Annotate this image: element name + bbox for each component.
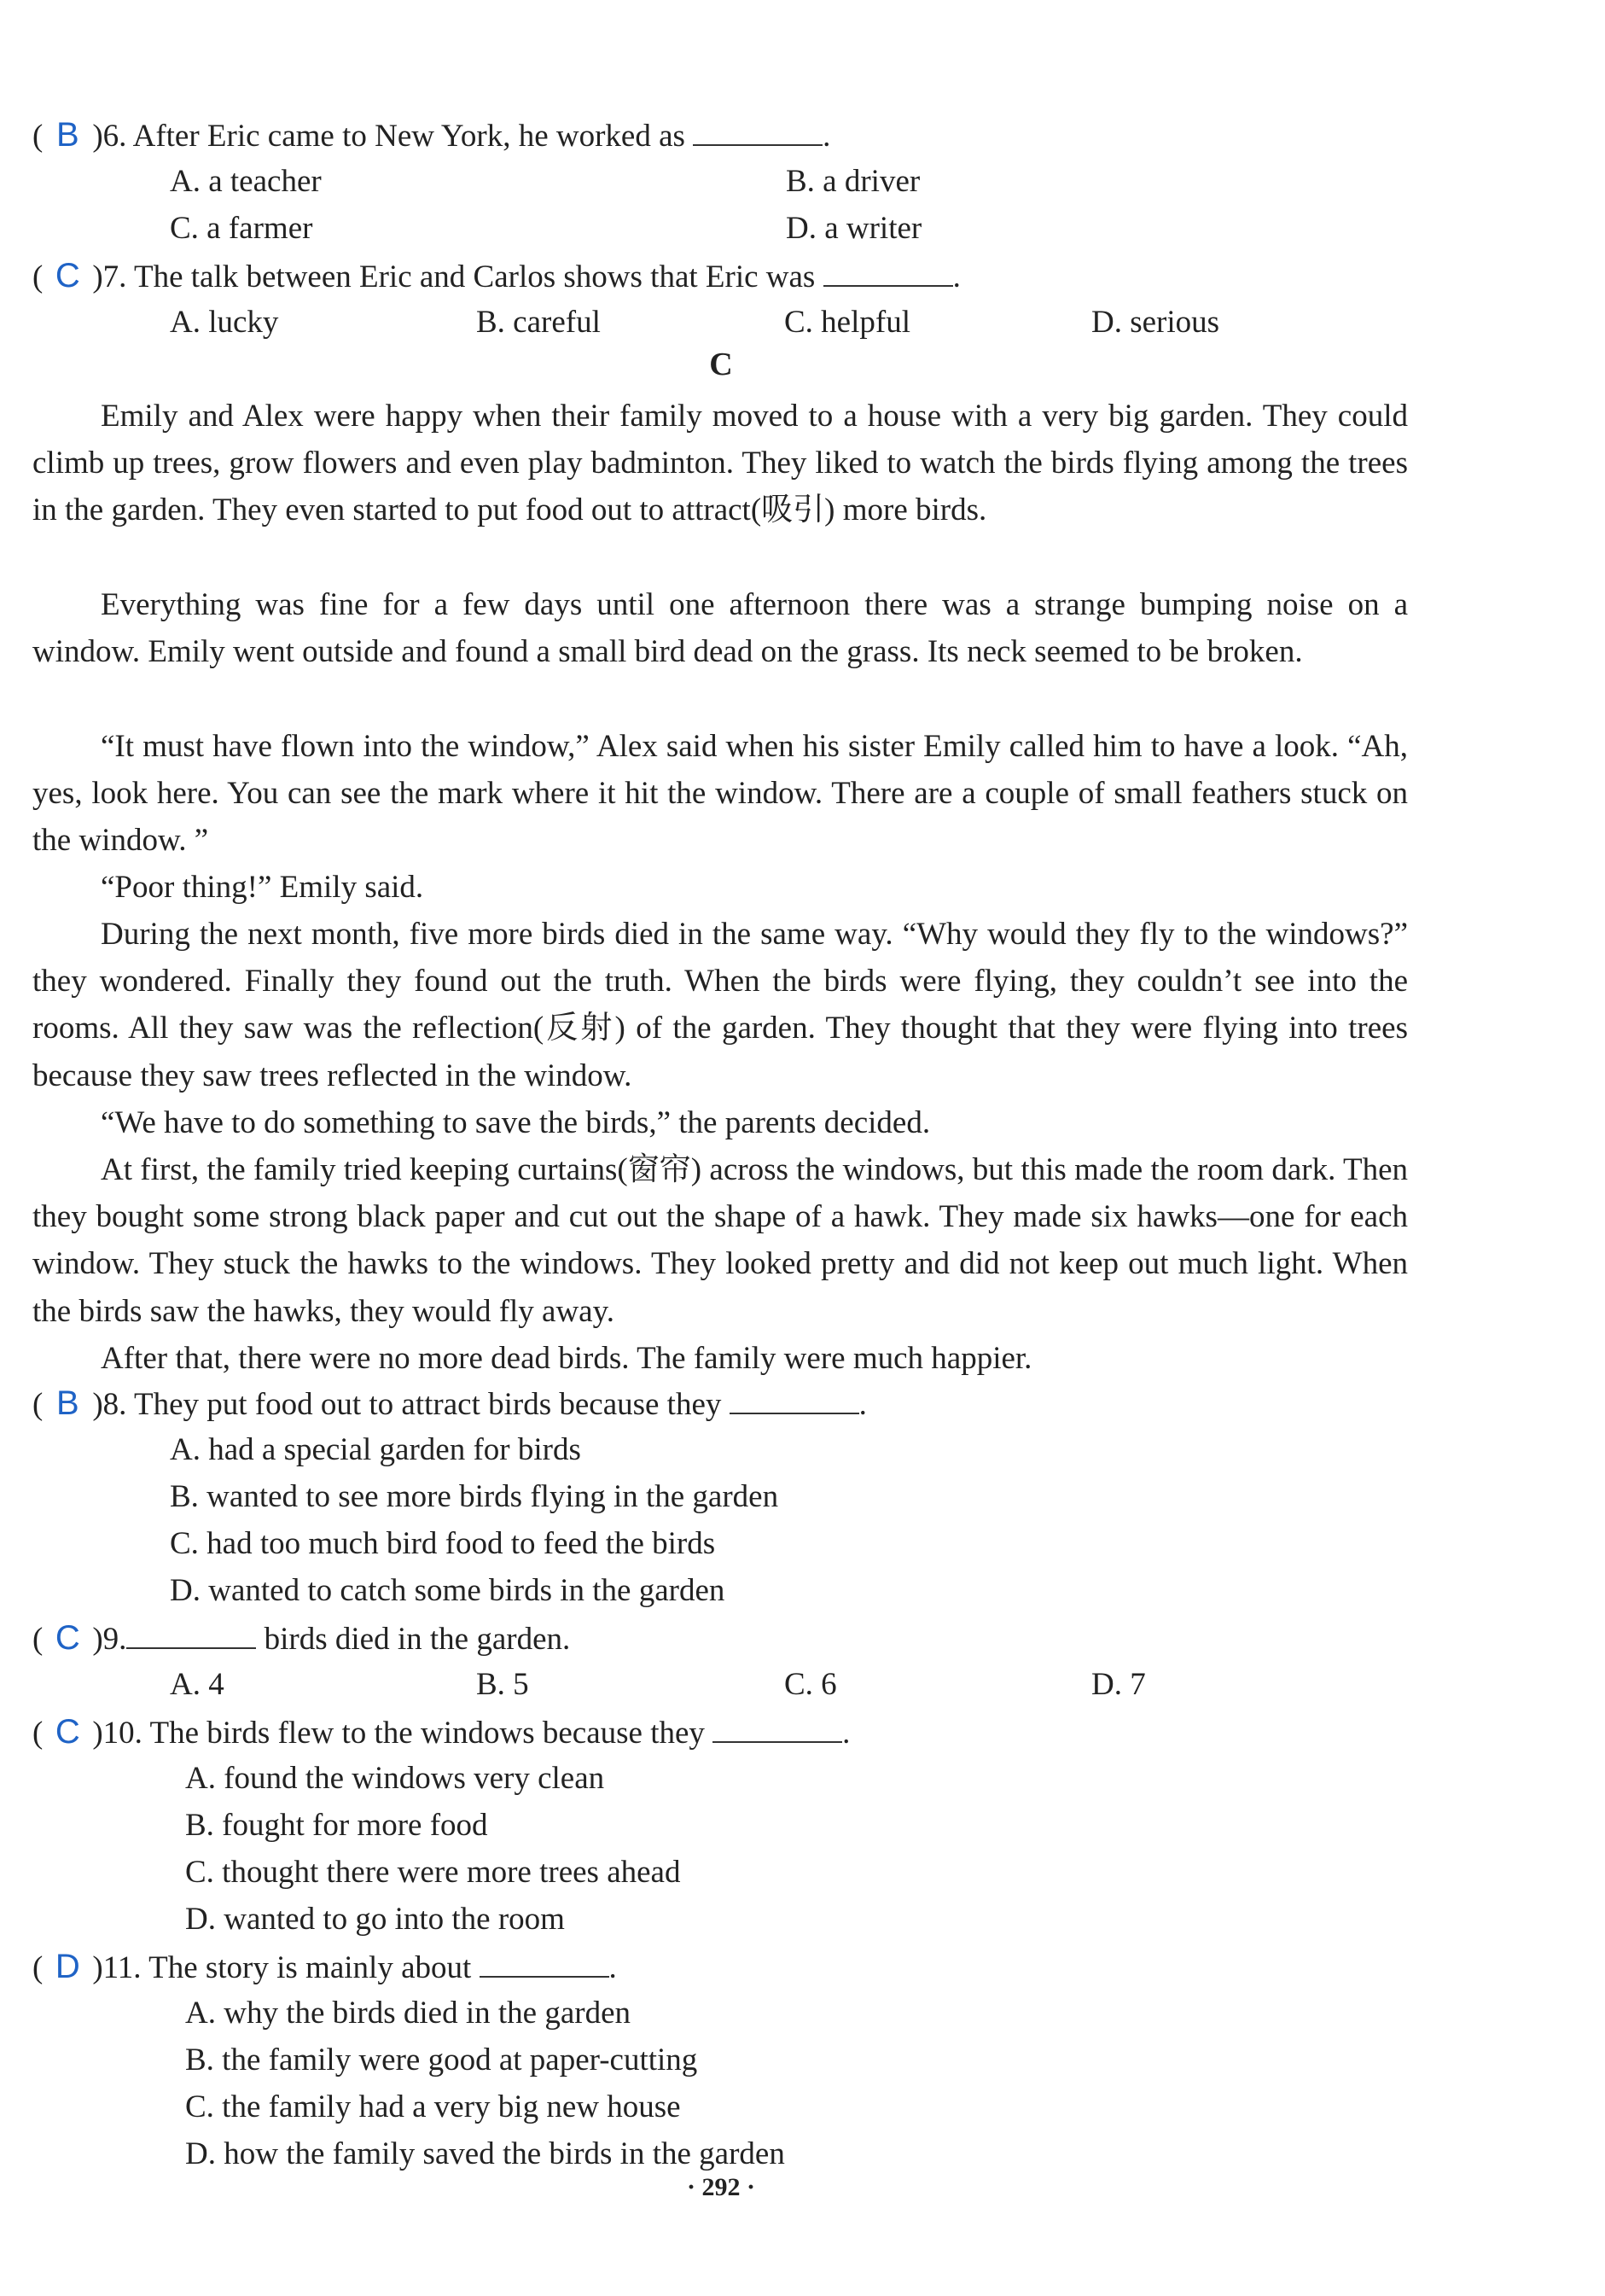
option: D. a writer — [786, 211, 922, 246]
question-9: ( C )9. birds died in the garden. — [32, 1617, 570, 1661]
question-9-stem: birds died in the garden. — [264, 1622, 571, 1657]
option: C. helpful — [784, 305, 910, 340]
passage-paragraph: “It must have flown into the window,” Alex said when his sister Emily called him to have a look. “Ah, yes, look here. You can see the mark where it hit the window. There are a couple of small feathers stuck on the window. ” — [32, 729, 1408, 859]
option: A. a teacher — [170, 164, 322, 199]
option: C. a farmer — [170, 211, 313, 246]
answer-9: C — [55, 1619, 80, 1657]
question-8: ( B )8. They put food out to attract birds because they . — [32, 1382, 867, 1426]
passage-paragraph: Everything was fine for a few days until one afternoon there was a strange bumping noise on a window. Emily went outside and found a small bird dead on the grass. Its neck seemed to be broken. — [32, 587, 1408, 670]
option: A. had a special garden for birds — [170, 1432, 581, 1467]
answer-8: B — [55, 1384, 79, 1422]
option: C. had too much bird food to feed the birds — [170, 1526, 716, 1561]
answer-blank — [693, 115, 823, 146]
option: B. careful — [476, 305, 601, 340]
question-8-stem: )8. They put food out to attract birds because they — [92, 1387, 722, 1422]
passage-paragraph: “We have to do something to save the birds,” the parents decided. — [101, 1105, 931, 1140]
answer-blank — [823, 256, 953, 287]
option: B. a driver — [786, 164, 921, 199]
answer-6: B — [55, 116, 79, 154]
passage-paragraph: During the next month, five more birds died in the same way. “Why would they fly to the windows?” they wondered. Finally they found out the truth. When the birds were flying, they couldn’t see into the rooms. All they saw was the reflection(反射) of the garden. They thought that they were flying into trees because they saw trees reflected in the window. — [32, 917, 1408, 1093]
option: B. wanted to see more birds flying in the garden — [170, 1479, 779, 1514]
option: D. serious — [1091, 305, 1220, 340]
option: A. lucky — [170, 305, 279, 340]
question-11-stem: )11. The story is mainly about — [92, 1950, 472, 1985]
section-heading: C — [709, 347, 733, 382]
answer-11: D — [55, 1948, 80, 1985]
page-number: · 292 · — [686, 2173, 755, 2201]
question-10: ( C )10. The birds flew to the windows because they . — [32, 1710, 850, 1755]
answer-blank — [480, 1947, 609, 1978]
question-6: ( B )6. After Eric came to New York, he worked as . — [32, 114, 830, 158]
answer-blank — [712, 1712, 842, 1743]
question-7: ( C )7. The talk between Eric and Carlos shows that Eric was . — [32, 254, 961, 299]
passage-paragraph: Emily and Alex were happy when their family moved to a house with a very big garden. They could climb up trees, grow flowers and even play badminton. They liked to watch the birds flying among the trees in the garden. They even started to put food out to attract(吸引) more birds. — [32, 399, 1408, 528]
option: B. 5 — [476, 1667, 529, 1702]
question-11: ( D )11. The story is mainly about . — [32, 1945, 617, 1990]
question-10-stem: )10. The birds flew to the windows because they — [92, 1716, 705, 1751]
option: C. 6 — [784, 1667, 837, 1702]
option: C. the family had a very big new house — [185, 2089, 681, 2124]
option: D. how the family saved the birds in the garden — [185, 2136, 785, 2171]
question-6-stem: )6. After Eric came to New York, he worked as — [92, 119, 685, 154]
answer-blank — [126, 1618, 256, 1649]
answer-7: C — [55, 257, 80, 294]
option: C. thought there were more trees ahead — [185, 1855, 681, 1890]
option: A. 4 — [170, 1667, 224, 1702]
passage-paragraph: “Poor thing!” Emily said. — [101, 870, 424, 905]
passage-paragraph: At first, the family tried keeping curtains(窗帘) across the windows, but this made the room dark. Then they bought some strong black paper and cut out the shape of a hawk. They made six hawks—one for each window. They stuck the hawks to the windows. They looked pretty and did not keep out much light. When the birds saw the hawks, they would fly away. — [32, 1152, 1408, 1329]
question-7-stem: )7. The talk between Eric and Carlos shows that Eric was — [92, 259, 816, 294]
option: D. wanted to go into the room — [185, 1902, 565, 1937]
option: B. the family were good at paper-cutting — [185, 2043, 698, 2077]
option: B. fought for more food — [185, 1808, 488, 1843]
option: A. found the windows very clean — [185, 1761, 605, 1796]
option: D. wanted to catch some birds in the garden — [170, 1573, 725, 1608]
option: D. 7 — [1091, 1667, 1146, 1702]
option: A. why the birds died in the garden — [185, 1996, 631, 2031]
passage-paragraph: After that, there were no more dead birds. The family were much happier. — [101, 1341, 1032, 1376]
answer-10: C — [55, 1713, 80, 1751]
answer-blank — [730, 1384, 859, 1414]
